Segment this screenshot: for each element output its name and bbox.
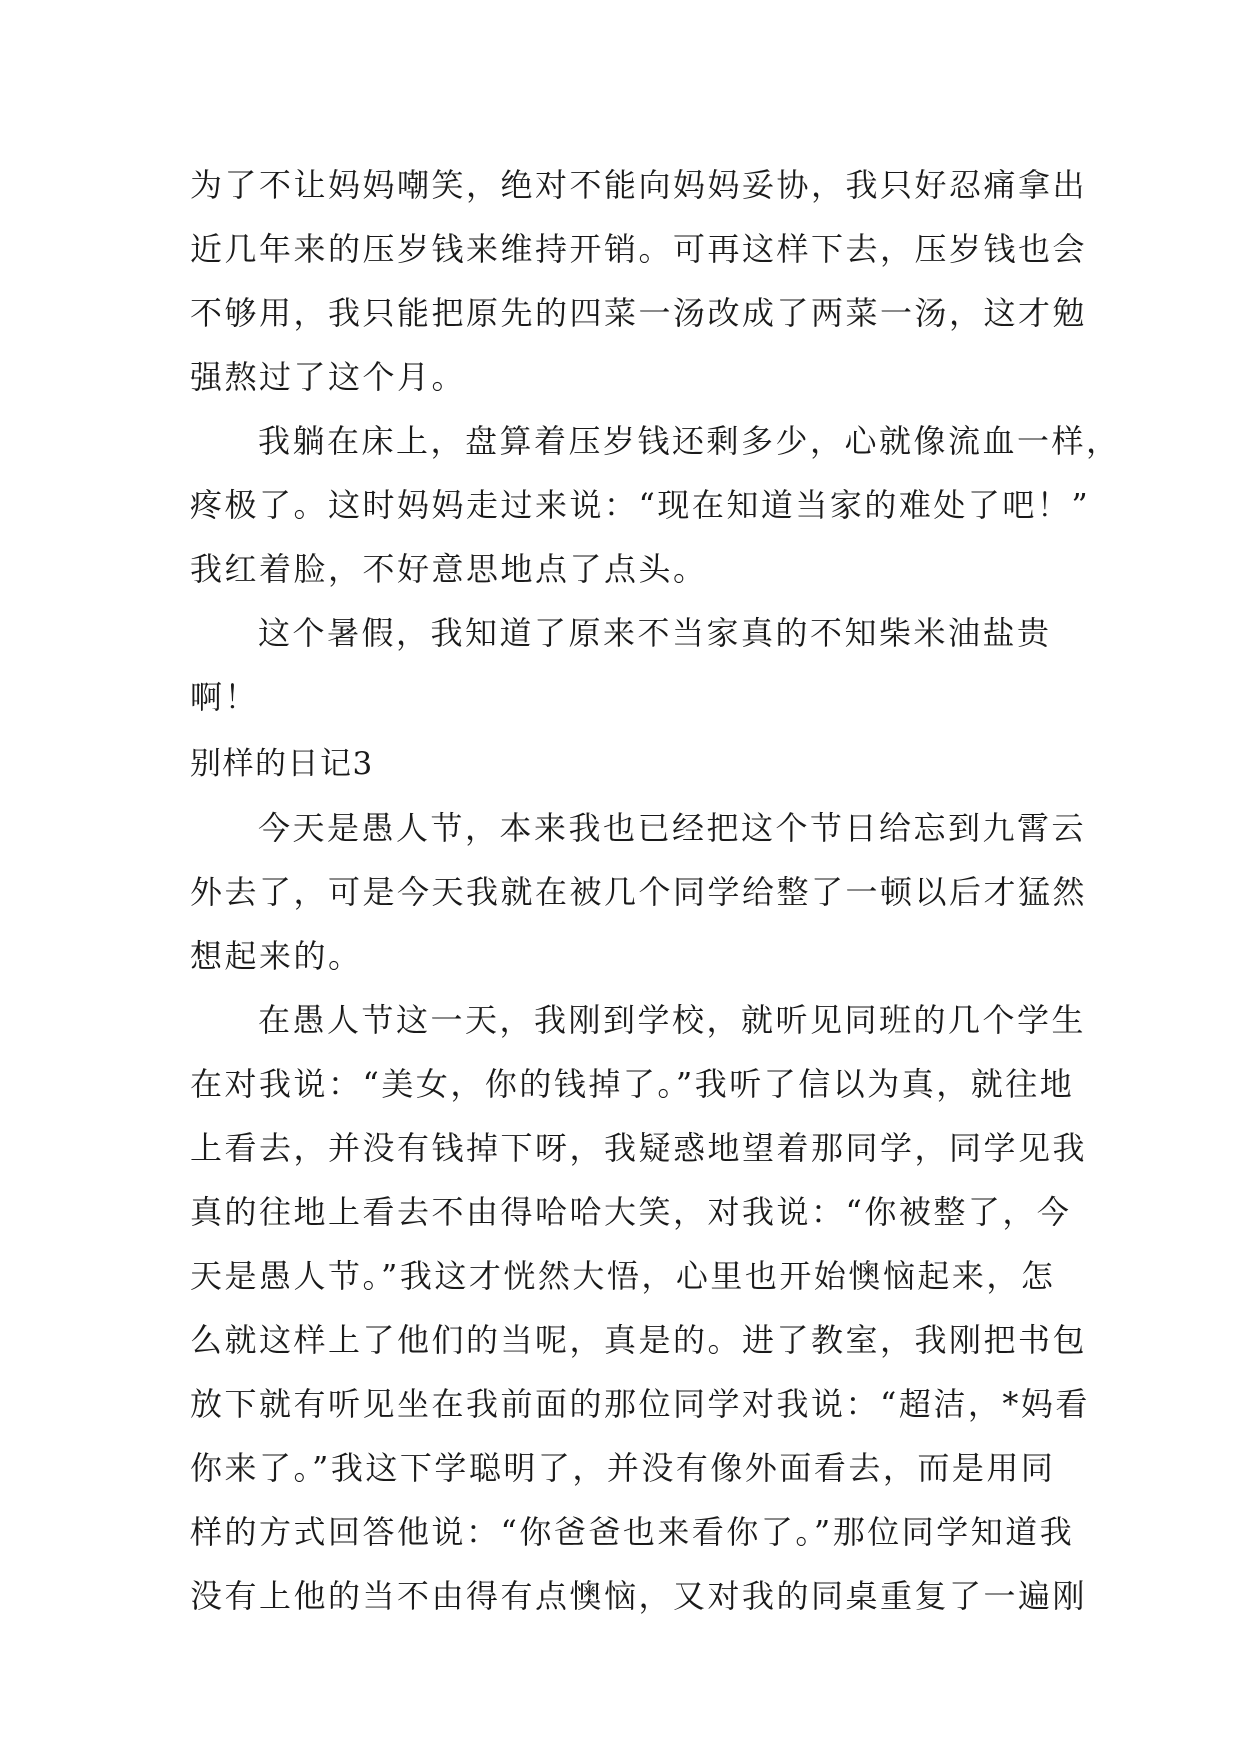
paragraph-group-1 bbox=[190, 153, 1121, 729]
section-heading: 别样的日记3 bbox=[190, 746, 374, 782]
text-line: 这个暑假，我知道了原来不当家真的不知柴米油盐贵 bbox=[258, 614, 1052, 652]
text-line: 在对我说：“美女，你的钱掉了。”我听了信以为真，就往地 bbox=[190, 1065, 1075, 1103]
text-line: 真的往地上看去不由得哈哈大笑，对我说：“你被整了，今 bbox=[190, 1193, 1072, 1231]
text-line: 放下就有听见坐在我前面的那位同学对我说：“超洁，*妈看 bbox=[190, 1385, 1090, 1423]
text-line: 强熬过了这个月。 bbox=[190, 358, 467, 396]
text-line: 上看去，并没有钱掉下呀，我疑惑地望着那同学，同学见我 bbox=[190, 1129, 1088, 1167]
text-line: 为了不让妈妈嘲笑，绝对不能向妈妈妥协，我只好忍痛拿出 bbox=[190, 166, 1088, 204]
text-line: 在愚人节这一天，我刚到学校，就听见同班的几个学生 bbox=[258, 1001, 1087, 1039]
text-line: 你来了。”我这下学聪明了，并没有像外面看去，而是用同 bbox=[190, 1449, 1056, 1487]
text-line: 近几年来的压岁钱来维持开销。可再这样下去，压岁钱也会 bbox=[190, 230, 1088, 268]
text-line: 我红着脸，不好意思地点了点头。 bbox=[190, 550, 708, 588]
text-line: 今天是愚人节，本来我也已经把这个节日给忘到九霄云 bbox=[258, 809, 1087, 847]
text-line: 想起来的。 bbox=[190, 937, 363, 975]
text-line: 啊！ bbox=[190, 678, 260, 716]
text-line: 天是愚人节。”我这才恍然大悟，心里也开始懊恼起来，怎 bbox=[190, 1257, 1056, 1295]
paragraph-group-2 bbox=[190, 796, 1090, 1628]
text-line: 疼极了。这时妈妈走过来说：“现在知道当家的难处了吧！” bbox=[190, 486, 1091, 524]
text-line: 不够用，我只能把原先的四菜一汤改成了两菜一汤，这才勉 bbox=[190, 294, 1088, 332]
text-line: 外去了，可是今天我就在被几个同学给整了一顿以后才猛然 bbox=[190, 873, 1088, 911]
text-line: 样的方式回答他说：“你爸爸也来看你了。”那位同学知道我 bbox=[190, 1513, 1075, 1551]
text-line: 么就这样上了他们的当呢，真是的。进了教室，我刚把书包 bbox=[190, 1321, 1088, 1359]
text-line: 没有上他的当不由得有点懊恼，又对我的同桌重复了一遍刚 bbox=[190, 1577, 1088, 1615]
text-line: 我躺在床上，盘算着压岁钱还剩多少，心就像流血一样， bbox=[258, 422, 1121, 460]
